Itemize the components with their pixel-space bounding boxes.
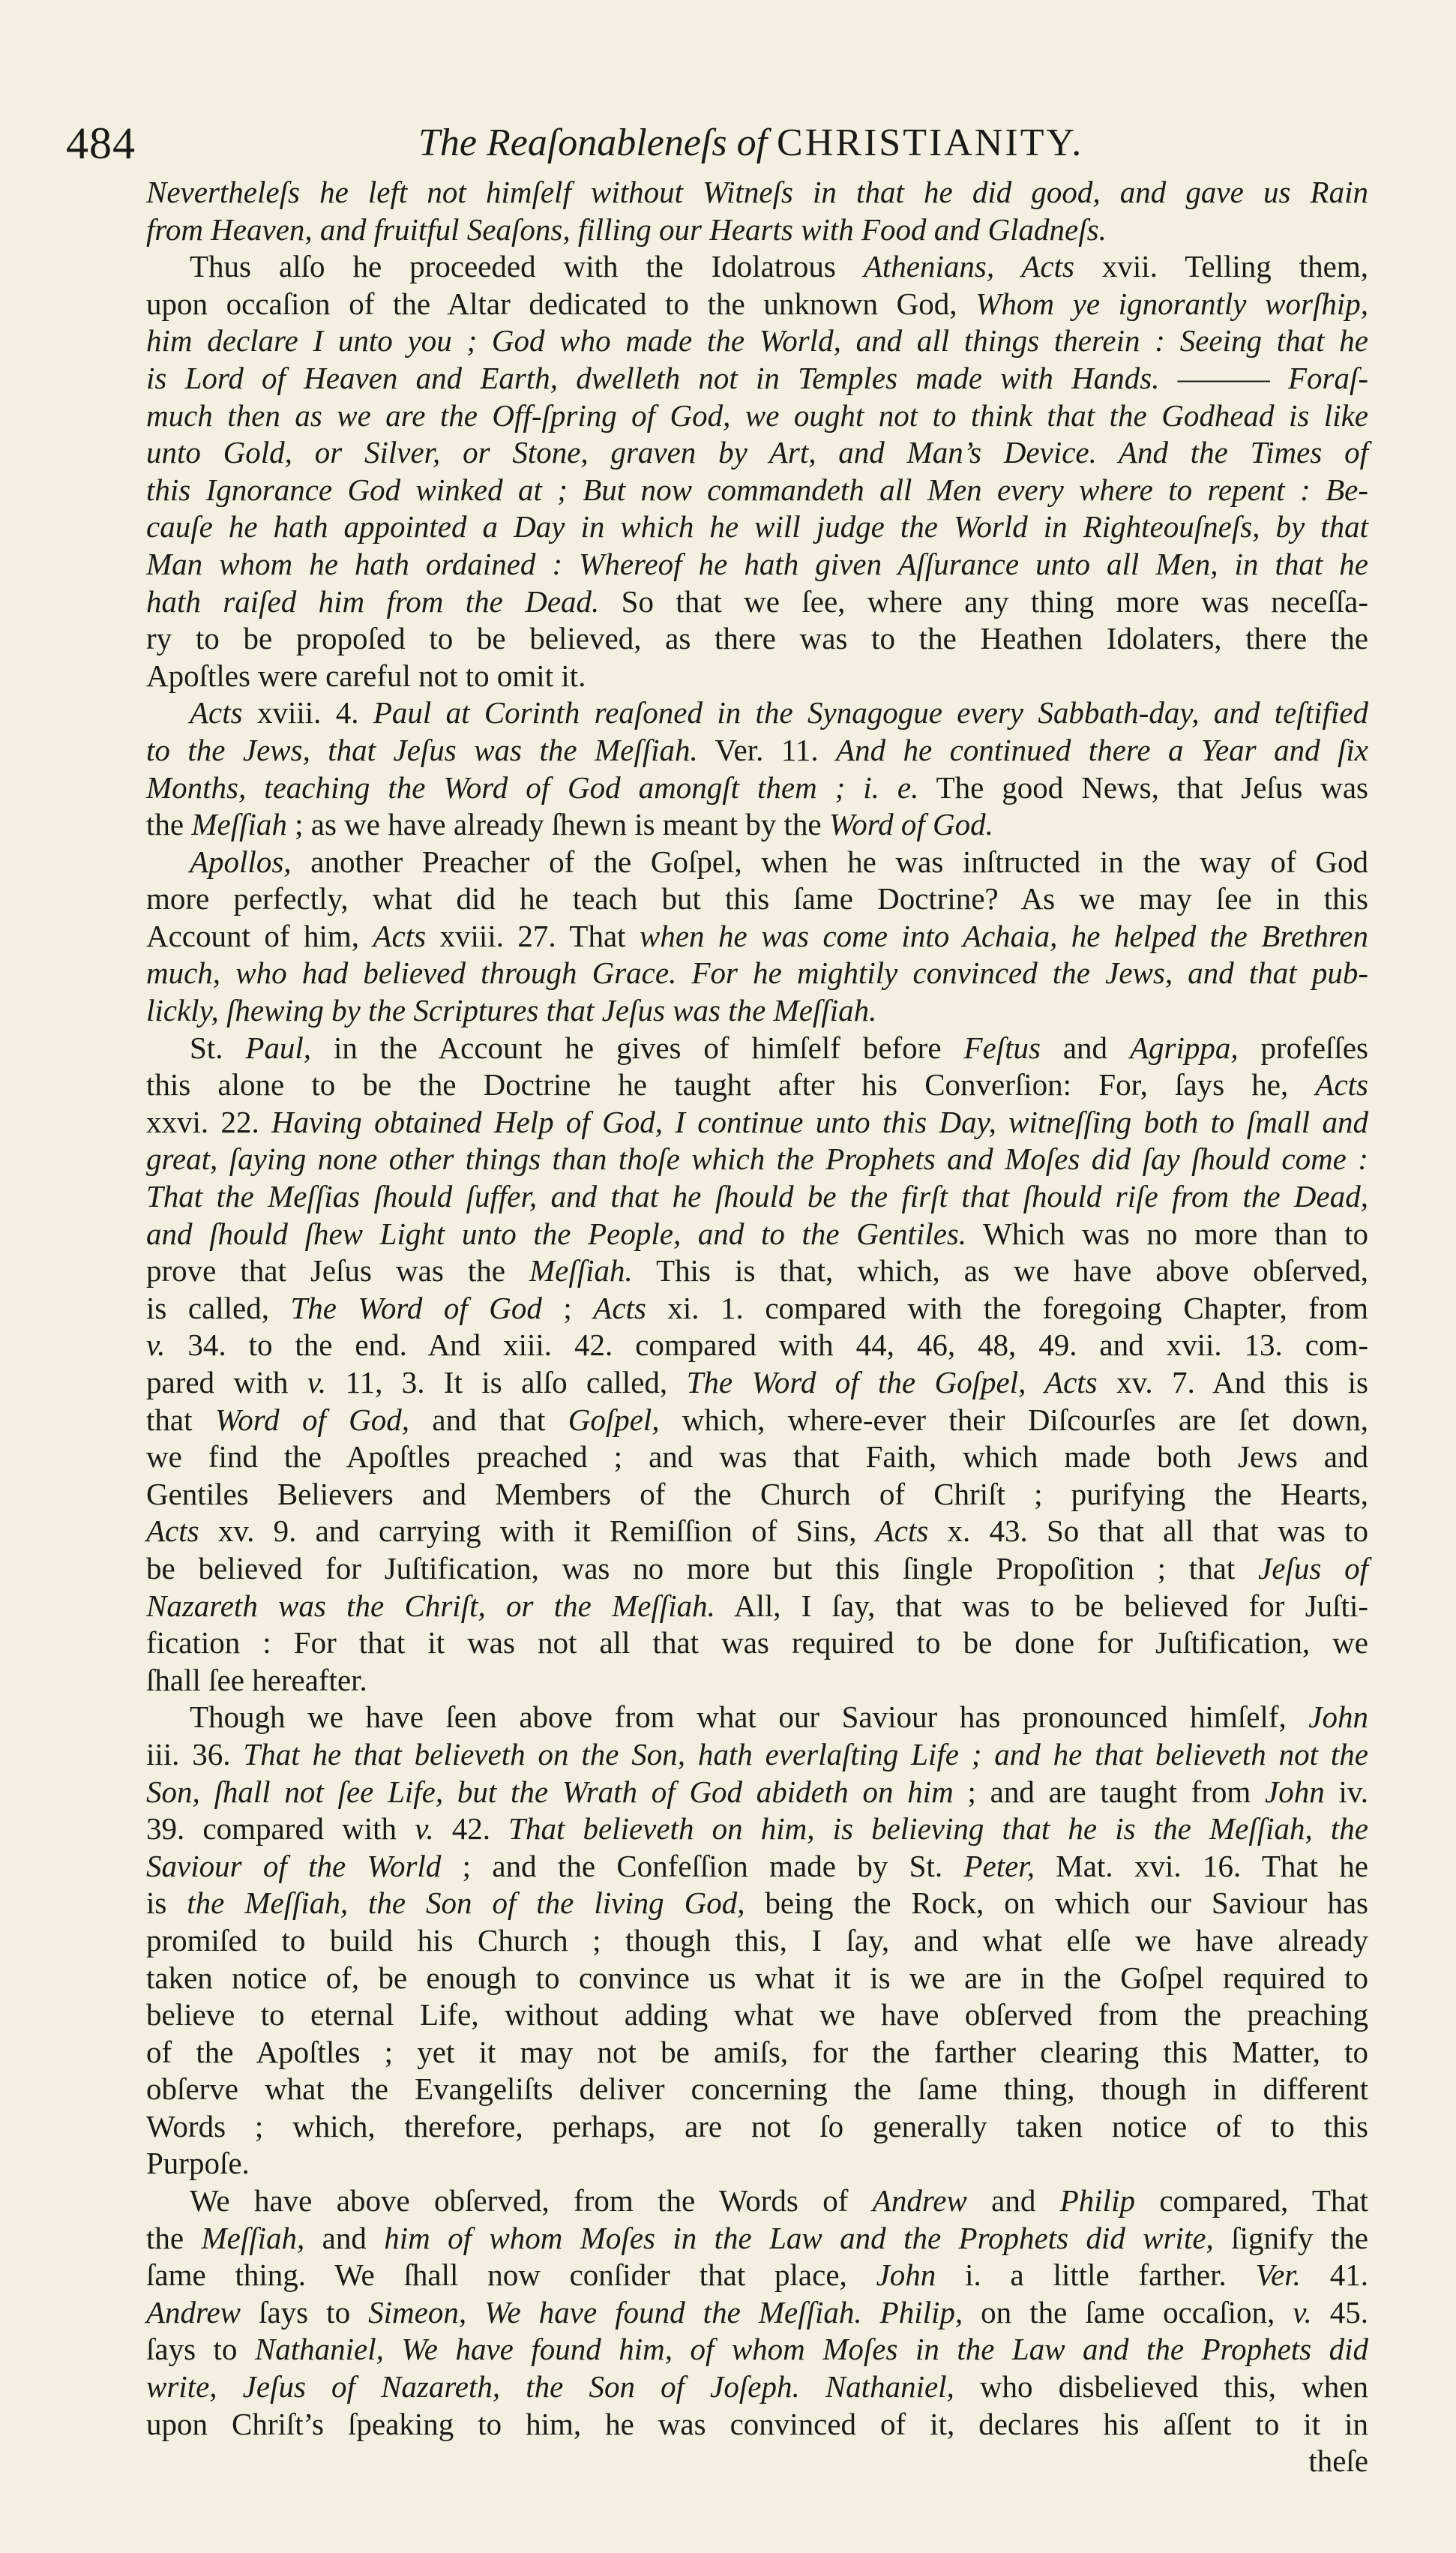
text-line: Apollos, another Preacher of the Goſpel, when he was inſtructed in the way of God (190, 844, 1368, 879)
text-line: obſerve what the Evangeliſts deliver concerning the ſame thing, though in different (146, 2072, 1368, 2107)
text-line: v. 34. to the end. And xiii. 42. compared with 44, 46, 48, 49. and xvii. 13. com- (146, 1328, 1368, 1363)
text-line: Though we have ſeen above from what our Saviour has pronounced himſelf, John (190, 1700, 1368, 1735)
text-line: fication : For that it was not all that was required to be done for Juſtification, we (146, 1625, 1368, 1660)
body-text (146, 174, 1368, 2480)
text-line: Nevertheleſs he left not himſelf without Witneſs in that he did good, and gave us Rain (146, 175, 1368, 209)
text-line: ſhall ſee hereafter. (146, 1662, 367, 1697)
text-line: be believed for Juſtification, was no more but this ſingle Propoſition ; that Jeſus of (146, 1550, 1368, 1586)
text-line: this alone to be the Doctrine he taught after his Converſion: For, ſays he, Acts (146, 1067, 1368, 1102)
text-line: upon Chriſt’s ſpeaking to him, he was convinced of it, declares his aſſent to it in (146, 2406, 1368, 2441)
text-line: of the Apoſtles ; yet it may not be amiſs, for the farther clearing this Matter, to (146, 2034, 1368, 2069)
page-number: 484 (66, 118, 136, 168)
text-line: this Ignorance God winked at ; But now commandeth all Men every where to repent : Be- (146, 472, 1368, 507)
text-line: iii. 36. That he that believeth on the Son, hath everlaſting Life ; and he that believeth not the (146, 1736, 1368, 1772)
text-line: Gentiles Believers and Members of the Church of Chriſt ; purifying the Hearts, (146, 1476, 1368, 1511)
text-line: write, Jeſus of Nazareth, the Son of Joſeph. Nathaniel, who disbelieved this, when (146, 2369, 1368, 2404)
text-line: ſays to Nathaniel, We have found him, of whom Moſes in the Law and the Prophets did (146, 2332, 1368, 2367)
running-head-title: The Reaſonableneſs of (418, 122, 768, 164)
text-line: is called, The Word of God ; Acts xi. 1. compared with the foregoing Chapter, from (146, 1290, 1368, 1325)
text-line: Son, ſhall not ſee Life, but the Wrath of God abideth on him ; and are taught from John iv. (146, 1774, 1368, 1809)
text-line: xxvi. 22. Having obtained Help of God, I continue unto this Day, witneſſing both to ſmall and (146, 1104, 1368, 1139)
text-line: taken notice of, be enough to convince us what it is we are in the Goſpel required to (146, 1960, 1368, 1995)
text-line: Acts xv. 9. and carrying with it Remiſſion of Sins, Acts x. 43. So that all that was to (146, 1514, 1368, 1549)
text-line: St. Paul, in the Account he gives of himſelf before Feſtus and Agrippa, profeſſes (190, 1030, 1368, 1065)
text-line: great, ſaying none other things than thoſe which the Prophets and Moſes did ſay ſhould come : (146, 1142, 1368, 1177)
text-line: hath raiſed him from the Dead. So that we ſee, where any thing more was neceſſa- (146, 584, 1369, 619)
text-line: him declare I unto you ; God who made the World, and all things therein : Seeing that he (146, 323, 1368, 358)
running-head-caps: CHRISTIANITY. (777, 122, 1084, 164)
text-line: prove that Jeſus was the Meſſiah. This is that, which, as we have above obſerved, (146, 1253, 1368, 1288)
text-line: Andrew ſays to Simeon, We have found the Meſſiah. Philip, on the ſame occaſion, v. 45. (146, 2294, 1369, 2330)
text-line: Purpoſe. (146, 2146, 250, 2181)
text-line: much, who had believed through Grace. For he mightily convinced the Jews, and that pub- (146, 956, 1368, 991)
text-line: Nazareth was the Chriſt, or the Meſſiah. All, I ſay, that was to be believed for Juſti- (146, 1588, 1368, 1623)
page-header (66, 117, 1393, 170)
text-line: cauſe he hath appointed a Day in which he will judge the World in Righteouſneſs, by that (146, 509, 1368, 544)
text-line: Months, teaching the Word of God amongſt them ; i. e. The good News, that Jeſus was (146, 770, 1369, 805)
text-line: Words ; which, therefore, perhaps, are not ſo generally taken notice of to this (146, 2108, 1368, 2144)
text-line: Thus alſo he proceeded with the Idolatrous Athenians, Acts xvii. Telling them, (190, 249, 1368, 284)
text-line: lickly, ſhewing by the Scriptures that Jeſus was the Meſſiah. (146, 993, 877, 1028)
text-line: and ſhould ſhew Light unto the People, and to the Gentiles. Which was no more than to (146, 1216, 1368, 1251)
text-line: to the Jews, that Jeſus was the Meſſiah. Ver. 11. And he continued there a Year and ſix (146, 732, 1368, 767)
text-line: from Heaven, and fruitful Seaſons, filling our Hearts with Food and Gladneſs. (146, 212, 1107, 247)
text-line: the Meſſiah, and him of whom Moſes in the Law and the Prophets did write, ſignify the (146, 2220, 1368, 2255)
text-line: Account of him, Acts xviii. 27. That when he was come into Achaia, he helped the Brethren (146, 918, 1368, 953)
running-head (418, 117, 1083, 170)
text-line: unto Gold, or Silver, or Stone, graven by Art, and Man’s Device. And the Times of (146, 435, 1368, 470)
text-line: pared with v. 11, 3. It is alſo called, The Word of the Goſpel, Acts xv. 7. And this is (146, 1365, 1368, 1400)
text-line: ſame thing. We ſhall now conſider that place, John i. a little farther. Ver. 41. (146, 2258, 1368, 2293)
text-line: promiſed to build his Church ; though this, I ſay, and what elſe we have already (146, 1922, 1368, 1958)
text-line: theſe (1308, 2444, 1368, 2479)
text-line: much then as we are the Off-ſpring of God, we ought not to think that the Godhead is like (146, 398, 1368, 433)
text-line: 39. compared with v. 42. That believeth on him, is believing that he is the Meſſiah, the (146, 1811, 1368, 1846)
text-line: we find the Apoſtles preached ; and was that Faith, which made both Jews and (146, 1439, 1368, 1474)
text-line: that Word of God, and that Goſpel, which, where-ever their Diſcourſes are ſet down, (146, 1402, 1368, 1437)
text-line: That the Meſſias ſhould ſuffer, and that he ſhould be the firſt that ſhould riſe from the Dead, (146, 1179, 1368, 1214)
text-line: Acts xviii. 4. Paul at Corinth reaſoned in the Synagogue every Sabbath-day, and teſtified (190, 695, 1368, 730)
text-line: upon occaſion of the Altar dedicated to the unknown God, Whom ye ignorantly worſhip, (146, 286, 1368, 321)
text-line: ry to be propoſed to be believed, as there was to the Heathen Idolaters, there the (146, 621, 1368, 656)
text-line: Man whom he hath ordained : Whereof he hath given Aſſurance unto all Men, in that he (146, 546, 1368, 581)
text-line: believe to eternal Life, without adding what we have obſerved from the preaching (146, 1997, 1368, 2032)
text-line: more perfectly, what did he teach but this ſame Doctrine? As we may ſee in this (146, 881, 1368, 916)
text-line: the Meſſiah ; as we have already ſhewn is meant by the Word of God. (146, 807, 993, 842)
text-line: Saviour of the World ; and the Confeſſion made by St. Peter, Mat. xvi. 16. That he (146, 1848, 1369, 1883)
text-line: is the Meſſiah, the Son of the living God, being the Rock, on which our Saviour has (146, 1886, 1368, 1921)
text-line: We have above obſerved, from the Words of Andrew and Philip compared, That (190, 2183, 1368, 2218)
text-line: is Lord of Heaven and Earth, dwelleth not in Temples made with Hands. ——— Foraſ- (146, 360, 1369, 395)
text-line: Apoſtles were careful not to omit it. (146, 658, 586, 693)
